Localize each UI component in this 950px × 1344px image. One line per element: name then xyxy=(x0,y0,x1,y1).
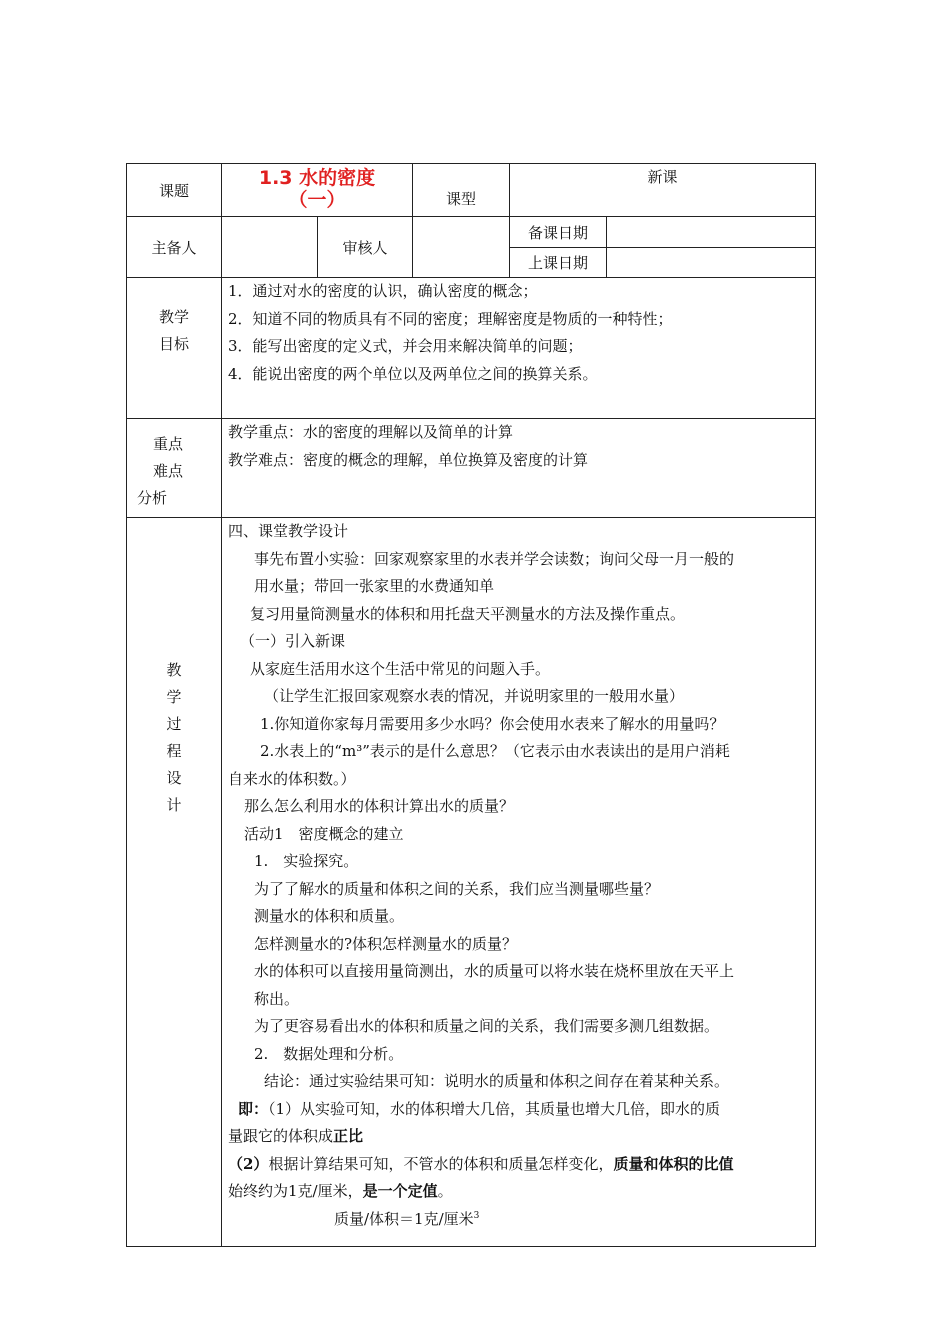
process-label-char: 计 xyxy=(166,796,182,814)
topic-title-cell xyxy=(221,163,413,217)
conclusion-2 xyxy=(228,1151,809,1179)
teaching-difficulty: 教学难点：密度的概念的理解，单位换算及密度的计算 xyxy=(228,450,589,469)
process-line: 事先布置小实验：回家观察家里的水表并学会读数；询问父母一月一般的 xyxy=(254,549,735,568)
process-line: （让学生汇报回家观察水表的情况，并说明家里的一般用水量） xyxy=(264,687,685,705)
objective-item: 2．知道不同的物质具有不同的密度；理解密度是物质的一种特性； xyxy=(228,309,673,328)
process-line: 2. 数据处理和分析。 xyxy=(254,1044,404,1063)
process-line: 活动1 密度概念的建立 xyxy=(244,824,404,843)
keypoints-label-2: 难点 xyxy=(153,462,184,480)
teaching-focus: 教学重点：水的密度的理解以及简单的计算 xyxy=(228,423,514,441)
process-line: （一）引入新课 xyxy=(240,632,346,650)
conclusion-1 xyxy=(228,1096,809,1124)
preparer-label: 主备人 xyxy=(151,238,197,257)
process-line: 用水量；带回一张家里的水费通知单 xyxy=(254,577,495,595)
keypoints-label-3: 分析 xyxy=(137,489,168,507)
process-label-char: 设 xyxy=(166,769,182,787)
process-line: 四、课堂教学设计 xyxy=(228,522,349,540)
process-line: 结论：通过实验结果可知：说明水的质量和体积之间存在着某种关系。 xyxy=(264,1072,730,1090)
process-line: 称出。 xyxy=(254,989,300,1008)
formula-sup: 3 xyxy=(473,1210,480,1221)
process-line: 怎样测量水的?体积怎样测量水的质量？ xyxy=(254,934,518,953)
topic-subtitle: （一） xyxy=(288,189,346,211)
prep-date-label-cell xyxy=(509,216,607,248)
process-line: 复习用量筒测量水的体积和用托盘天平测量水的方法及操作重点。 xyxy=(250,604,686,623)
prep-date-label: 备课日期 xyxy=(527,223,588,242)
type-value: 新课 xyxy=(647,168,678,186)
topic-label: 课题 xyxy=(158,181,189,200)
process-label-char: 学 xyxy=(166,688,182,706)
process-label-cell xyxy=(126,517,222,1247)
process-label-char: 教 xyxy=(166,661,182,679)
type-label-cell xyxy=(412,163,510,217)
conclusion-2-bold-2: 是一个定值 xyxy=(362,1182,438,1200)
topic-title: 1.3 水的密度 xyxy=(258,167,376,189)
process-line: 水的体积可以直接用量筒测出，水的质量可以将水装在烧杯里放在天平上 xyxy=(254,962,735,980)
preparer-label-cell xyxy=(126,216,222,278)
process-line: 自来水的体积数。） xyxy=(228,769,356,788)
conclusion-1-lead: 即： xyxy=(238,1099,269,1118)
process-line: 那么怎么利用水的体积计算出水的质量？ xyxy=(244,797,515,815)
topic-label-cell xyxy=(126,163,222,217)
type-label: 课型 xyxy=(445,189,476,208)
class-date-value-cell xyxy=(606,247,816,278)
keypoints-content-cell xyxy=(221,418,816,518)
process-line: 2.水表上的“m³”表示的是什么意思？（它表示由水表读出的是用户消耗 xyxy=(260,742,730,760)
class-date-label-cell xyxy=(509,247,607,278)
process-line: 为了了解水的质量和体积之间的关系，我们应当测量哪些量？ xyxy=(254,879,660,898)
objectives-label-2: 目标 xyxy=(158,335,189,353)
objectives-label-cell xyxy=(126,277,222,419)
conclusion-1-text-2: 量跟它的体积成 xyxy=(228,1127,334,1145)
process-label-char: 程 xyxy=(166,742,182,760)
keypoints-label-1: 重点 xyxy=(153,435,184,453)
process-content-cell xyxy=(221,517,816,1247)
reviewer-label: 审核人 xyxy=(342,238,388,257)
objective-item: 4．能说出密度的两个单位以及两单位之间的换算关系。 xyxy=(228,364,598,383)
keypoints-label-cell xyxy=(126,418,222,518)
objective-item: 1．通过对水的密度的认识，确认密度的概念； xyxy=(228,282,538,300)
conclusion-2-lead: （2） xyxy=(228,1154,269,1173)
process-line: 从家庭生活用水这个生活中常见的问题入手。 xyxy=(250,659,551,678)
formula-text: 质量/体积＝1克/厘米 xyxy=(334,1209,474,1228)
conclusion-1-text: （1）从实验可知，水的体积增大几倍，其质量也增大几倍，即水的质 xyxy=(268,1099,721,1118)
conclusion-2-text-2: 始终约为1克/厘米， xyxy=(228,1182,363,1200)
conclusion-2-cont xyxy=(228,1178,809,1206)
density-formula xyxy=(228,1206,809,1234)
process-label-char: 过 xyxy=(166,715,182,733)
class-date-label: 上课日期 xyxy=(527,254,588,272)
process-line: 测量水的体积和质量。 xyxy=(254,907,405,925)
objectives-label-1: 教学 xyxy=(158,308,189,326)
reviewer-label-cell xyxy=(317,216,413,278)
lesson-plan-table xyxy=(126,163,816,1247)
conclusion-1-cont xyxy=(228,1123,809,1151)
conclusion-1-bold: 正比 xyxy=(333,1127,364,1145)
reviewer-value-cell xyxy=(412,216,510,278)
conclusion-2-bold: 质量和体积的比值 xyxy=(613,1154,734,1173)
process-line: 1. 实验探究。 xyxy=(254,852,359,870)
type-value-cell xyxy=(509,163,816,217)
conclusion-2-text: 根据计算结果可知，不管水的体积和质量怎样变化， xyxy=(268,1154,614,1173)
process-line: 为了更容易看出水的体积和质量之间的关系，我们需要多测几组数据。 xyxy=(254,1017,720,1035)
objectives-content-cell xyxy=(221,277,816,419)
conclusion-2-end: 。 xyxy=(437,1182,453,1200)
objective-item: 3．能写出密度的定义式，并会用来解决简单的问题； xyxy=(228,337,583,355)
prep-date-value-cell xyxy=(606,216,816,248)
preparer-value-cell xyxy=(221,216,318,278)
process-line: 1.你知道你家每月需要用多少水吗？你会使用水表来了解水的用量吗？ xyxy=(260,714,725,733)
